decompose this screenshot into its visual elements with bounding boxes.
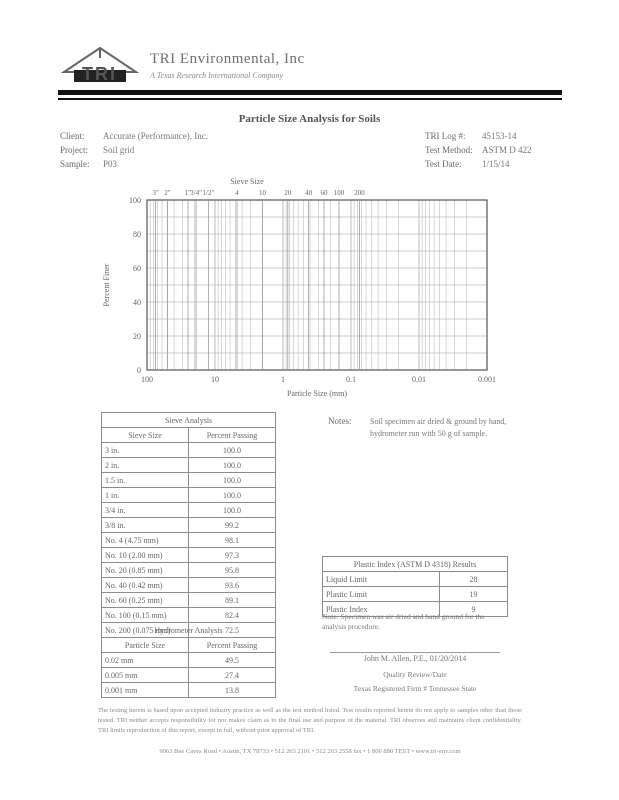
hydro-table	[101, 622, 276, 698]
x-tick-label: 0.01	[412, 375, 426, 384]
plasticity-title: Plastic Index (ASTM D 4318) Results	[323, 557, 508, 572]
x-tick-label: 0.001	[478, 375, 496, 384]
plasticity-note: Note: Specimen was air dried and hand ground for the analysis procedure.	[322, 612, 485, 631]
sieve-col-size: Sieve Size	[102, 428, 189, 443]
top-tick-label: 100	[333, 189, 345, 197]
top-tick-label: 3"	[152, 189, 159, 197]
sieve-size: 3/4 in.	[102, 503, 189, 518]
sieve-size: 1.5 in.	[102, 473, 189, 488]
sieve-col-passing: Percent Passing	[189, 428, 276, 443]
signature-role: Quality Review/Date	[383, 670, 447, 679]
sieve-row	[102, 533, 276, 548]
y-tick-label: 0	[137, 366, 141, 375]
y-tick-label: 20	[133, 332, 141, 341]
sieve-passing: 95.8	[189, 563, 276, 578]
company-name: TRI Environmental, Inc	[150, 51, 305, 67]
plasticity-value: 9	[440, 602, 508, 617]
hydro-col-size: Particle Size	[102, 638, 189, 653]
top-tick-label: 10	[259, 189, 267, 197]
sieve-size: No. 200 (0.075 mm)	[102, 623, 189, 638]
sieve-size: No. 60 (0.25 mm)	[102, 593, 189, 608]
x-tick-label: 100	[141, 375, 153, 384]
y-tick-label: 100	[129, 196, 141, 205]
sieve-passing: 82.4	[189, 608, 276, 623]
sieve-size: No. 20 (0.85 mm)	[102, 563, 189, 578]
chart-svg	[95, 172, 515, 402]
sieve-size: No. 100 (0.15 mm)	[102, 608, 189, 623]
signature-name: John M. Allen, P.E., 01/20/2014	[363, 654, 467, 663]
sieve-row	[102, 518, 276, 533]
sieve-row	[102, 578, 276, 593]
log-label: TRI Log #:	[425, 131, 466, 141]
x-tick-label: 0.1	[346, 375, 356, 384]
sieve-row	[102, 473, 276, 488]
logo-lettering: TRI	[82, 64, 117, 84]
y-tick-label: 80	[133, 230, 141, 239]
footer-address: 9063 Bee Caves Road • Austin, TX 78733 • 512 263 2101 • 512 263 2558 fax • 1 800 880 TEST • www.tri-env.com	[159, 748, 461, 755]
header-rule-thin	[58, 98, 562, 100]
grain-size-chart	[95, 172, 515, 402]
hydro-size: 0.02 mm	[102, 653, 189, 668]
plasticity-label: Plastic Index	[323, 602, 440, 617]
log-value: 45153-14	[482, 131, 517, 141]
sieve-row	[102, 548, 276, 563]
sieve-passing: 72.5	[189, 623, 276, 638]
date-label: Test Date:	[425, 159, 462, 169]
sieve-passing: 100.0	[189, 473, 276, 488]
plasticity-label: Plastic Limit	[323, 587, 440, 602]
sieve-row	[102, 593, 276, 608]
y-axis-label: Percent Finer	[102, 263, 111, 307]
sieve-row	[102, 458, 276, 473]
sieve-passing: 100.0	[189, 503, 276, 518]
plasticity-row	[323, 587, 508, 602]
top-tick-label: 40	[305, 189, 313, 197]
top-tick-label: 1"	[184, 189, 192, 197]
notes-text: Soil specimen air dried & ground by hand, hydrometer run with 50 g of sample.	[370, 417, 507, 438]
sieve-size: 1 in.	[102, 488, 189, 503]
top-tick-label: 3/4"	[190, 189, 202, 197]
sieve-passing: 97.3	[189, 548, 276, 563]
signature-org: Texas Registered Firm # Tennessee State	[353, 684, 477, 693]
company-tagline: A Texas Research International Company	[150, 71, 284, 80]
sieve-table-title: Sieve Analysis	[102, 413, 276, 428]
sieve-passing: 100.0	[189, 488, 276, 503]
sieve-row	[102, 443, 276, 458]
plasticity-table	[322, 556, 508, 617]
hydro-passing: 49.5	[189, 653, 276, 668]
project-value: Soil grid	[103, 145, 135, 155]
project-label: Project:	[60, 145, 88, 155]
x-tick-label: 10	[211, 375, 219, 384]
plasticity-value: 19	[440, 587, 508, 602]
header-rule-thick	[58, 90, 562, 95]
plasticity-row	[323, 572, 508, 587]
signature-line	[330, 652, 500, 653]
sieve-row	[102, 563, 276, 578]
y-tick-label: 60	[133, 264, 141, 273]
date-value: 1/15/14	[482, 159, 510, 169]
notes-label: Notes:	[328, 416, 352, 426]
top-tick-label: 200	[354, 189, 365, 197]
top-tick-label: 60	[320, 189, 328, 197]
report-title: Particle Size Analysis for Soils	[238, 113, 381, 125]
sieve-size: No. 10 (2.00 mm)	[102, 548, 189, 563]
sieve-row	[102, 608, 276, 623]
top-tick-label: 20	[284, 189, 292, 197]
top-tick-label: 2"	[164, 189, 171, 197]
sieve-size: No. 4 (4.75 mm)	[102, 533, 189, 548]
sieve-size: 3/8 in.	[102, 518, 189, 533]
client-label: Client:	[60, 131, 85, 141]
sieve-table	[101, 412, 276, 638]
y-tick-label: 40	[133, 298, 141, 307]
sieve-size: 3 in.	[102, 443, 189, 458]
sieve-passing: 89.1	[189, 593, 276, 608]
client-value: Accurate (Performance), Inc.	[103, 131, 208, 141]
sieve-row	[102, 503, 276, 518]
sieve-passing: 99.2	[189, 518, 276, 533]
footer-disclaimer: The testing herein is based upon accepted industry practice as well as the test method listed. Test results reported herein do not apply to samples other than those tested. TRI neither accepts responsibility for nor makes claim as to the final use and purpose of the material. TRI observes and maintains client confidentiality. TRI limits reproduction of this report, except in full, without prior approval of TRI.	[98, 707, 522, 734]
method-label: Test Method:	[425, 145, 473, 155]
sieve-size: 2 in.	[102, 458, 189, 473]
sieve-row	[102, 488, 276, 503]
hydro-row	[102, 653, 276, 668]
hydro-passing: 13.8	[189, 683, 276, 698]
plasticity-value: 28	[440, 572, 508, 587]
sieve-size: No. 40 (0.42 mm)	[102, 578, 189, 593]
plasticity-label: Liquid Limit	[323, 572, 440, 587]
x-axis-label: Particle Size (mm)	[287, 389, 347, 398]
x-tick-label: 1	[281, 375, 285, 384]
sample-label: Sample:	[60, 159, 90, 169]
sample-value: P03	[103, 159, 118, 169]
sieve-passing: 98.1	[189, 533, 276, 548]
hydro-row	[102, 668, 276, 683]
hydro-row	[102, 683, 276, 698]
hydro-table-title: Hydrometer Analysis	[102, 623, 276, 638]
top-tick-label: 4	[235, 189, 239, 197]
hydro-col-passing: Percent Passing	[189, 638, 276, 653]
logo	[60, 44, 140, 86]
hydro-size: 0.001 mm	[102, 683, 189, 698]
chart-title: Sieve Size	[230, 177, 264, 186]
method-value: ASTM D 422	[482, 145, 532, 155]
hydro-passing: 27.4	[189, 668, 276, 683]
sieve-passing: 100.0	[189, 458, 276, 473]
sieve-passing: 93.6	[189, 578, 276, 593]
sieve-passing: 100.0	[189, 443, 276, 458]
hydro-size: 0.005 mm	[102, 668, 189, 683]
top-tick-label: 1/2"	[202, 189, 215, 197]
